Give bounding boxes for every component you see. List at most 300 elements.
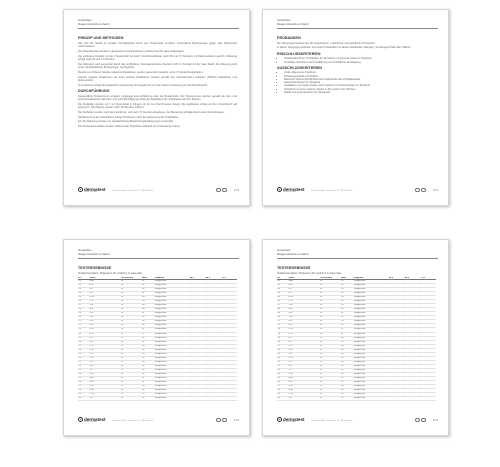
table-cell: - [189,340,205,344]
table-cell: 26 [341,352,354,356]
table-cell: 10 [277,316,288,320]
table-cell: w [121,332,142,336]
page-header [78,19,110,27]
table-cell: hautgesund [353,360,388,364]
table-cell: - [221,279,237,283]
table-cell: V.C. [288,360,320,364]
table-cell: I.N. [288,352,320,356]
footer-address: Dermatest GmbH · Engelstraße 37 · 48143 Münster [112,419,154,422]
certification-seal-icon [216,188,221,193]
page-content [277,34,436,96]
table-cell: U.P. [288,344,320,348]
results-table [78,277,237,402]
table-cell: - [205,332,221,336]
table-cell: - [221,300,237,304]
table-cell: - [420,300,436,304]
page-number: 4 / 5 [233,418,239,422]
table-cell: hautgesund [154,336,189,340]
table-cell: - [388,385,404,389]
table-cell: R.H. [89,385,121,389]
table-cell: 25 [78,377,89,381]
table-cell: - [404,393,420,397]
table-cell: m [320,316,341,320]
table-cell: m [320,389,341,393]
table-cell: w [320,385,341,389]
table-cell: - [189,300,205,304]
column-header: Diagnose [154,277,189,280]
table-cell: - [189,368,205,372]
header-line-2: Dagenmicatoik et Zauht [277,251,309,256]
table-cell: - [205,296,221,300]
table-cell: - [404,368,420,372]
table-cell: 04 [78,292,89,296]
table-cell: V.C. [89,360,121,364]
table-cell: hautgesund [154,287,189,291]
table-cell: 27 [78,385,89,389]
table-cell: - [404,316,420,320]
paragraph: Die Studienkennzahlen werden während der Testphase während der Anwendung erfasst. [78,125,181,129]
dermatest-logo-icon [277,187,282,192]
table-cell: O.D. [89,356,121,360]
table-cell: - [420,283,436,287]
dermatest-logo-icon [78,187,83,192]
table-cell: 31 [341,340,354,344]
table-cell: 03 [277,287,288,291]
section-heading: TESTERGEBNISSE [277,266,311,270]
table-cell: - [388,389,404,393]
header-line-1: Gutachten [277,248,291,252]
table-cell: - [189,279,205,283]
table-cell: 24 [142,300,155,304]
table-cell: - [420,279,436,283]
table-cell: - [420,292,436,296]
table-cell: Z.M. [288,372,320,376]
brand-subtitle: Research Institute [84,422,97,423]
table-cell: 09 [277,312,288,316]
header-line-2: Dagenmicatoik et Zauht [78,21,110,26]
header-divider [277,28,438,29]
table-cell: 32 [142,279,155,283]
table-cell: hautgesund [154,300,189,304]
table-cell: B.K. [288,283,320,287]
table-cell: 06 [277,300,288,304]
table-cell: 57 [341,381,354,385]
page-header [78,249,110,257]
table-cell: 01 [78,279,89,283]
table-cell: - [388,348,404,352]
table-cell: - [205,316,221,320]
table-cell: 03 [78,287,89,291]
table-cell: w [320,279,341,283]
table-cell: - [189,377,205,381]
table-cell: w [320,312,341,316]
table-cell: hautgesund [154,304,189,308]
table-cell: 05 [277,296,288,300]
table-cell: - [404,397,420,401]
table-cell: 27 [341,332,354,336]
table-cell: hautgesund [353,393,388,397]
table-cell: - [205,393,221,397]
table-cell: 30 [341,372,354,376]
certification-seal-icon [415,418,420,423]
table-cell: P.R. [288,312,320,316]
table-cell: - [420,377,436,381]
table-cell: - [205,336,221,340]
table-cell: w [320,372,341,376]
column-header: Nr. [78,277,89,280]
table-cell: - [404,385,420,389]
table-cell: 21 [78,360,89,364]
table-cell: - [388,308,404,312]
column-header: Geschlecht [320,277,341,280]
table-cell: - [404,283,420,287]
table-cell: - [205,397,221,401]
table-cell: - [221,308,237,312]
page-header [277,19,309,27]
table-cell: 27 [142,332,155,336]
section-heading: TESTERGEBNISSE [78,266,112,270]
table-cell: 44 [142,360,155,364]
table-cell: 52 [341,397,354,401]
table-cell: m [121,352,142,356]
table-cell: m [121,283,142,287]
table-cell: 25 [341,393,354,397]
table-cell: 22 [78,364,89,368]
table-cell: S.K. [288,381,320,385]
table-cell: hautgesund [154,316,189,320]
header-divider [78,28,239,29]
table-cell: - [221,372,237,376]
header-line-1: Gutachten [78,18,92,22]
table-cell: w [121,348,142,352]
table-cell: hautgesund [154,385,189,389]
table-cell: w [121,308,142,312]
table-cell: hautgesund [353,328,388,332]
table-cell: - [388,397,404,401]
table-cell: - [189,316,205,320]
table-cell: C.W. [288,393,320,397]
table-cell: - [404,312,420,316]
table-cell: - [221,385,237,389]
table-cell: 62 [341,368,354,372]
page-number: 3 / 4 [432,188,438,192]
table-cell: - [189,381,205,385]
table-cell: 24 [341,300,354,304]
brand-name: dermatest [84,187,106,192]
table-cell: - [205,320,221,324]
table-cell: C.W. [89,393,121,397]
table-cell: 55 [142,320,155,324]
dermatest-logo-icon [78,417,83,422]
table-row [277,397,436,401]
table-cell: 28 [142,287,155,291]
table-cell: 20 [277,356,288,360]
table-cell: C.F. [288,300,320,304]
table-cell: w [320,381,341,385]
table-cell: - [221,389,237,393]
table-cell: hautgesund [353,381,388,385]
table-cell: w [320,320,341,324]
list-item: • Schwangerschaft und Stillzeit [284,75,436,78]
table-cell: hautgesund [353,324,388,328]
paragraph: Die Bewertung der Testreaktion erfolgt 30 Minuten nach der Entfernung der Testpflaster. [78,115,179,119]
list-item: • Teilnahme an einer anderen Studie in den letzten vier Wochen [284,88,436,91]
paragraph: Die Testgruppe bestand aus 30 erwachsenen, männlichen und weiblichen Probanden. [277,41,376,45]
table-cell: - [420,352,436,356]
table-cell: - [420,368,436,372]
table-cell: - [388,381,404,385]
table-cell: 07 [277,304,288,308]
table-cell: w [121,372,142,376]
table-cell: D.G. [89,328,121,332]
table-cell: hautgesund [154,283,189,287]
table-cell: - [205,377,221,381]
table-cell: K.V. [89,340,121,344]
table-cell: m [121,340,142,344]
table-cell: - [420,304,436,308]
table-cell: - [404,360,420,364]
page-footer [78,417,239,426]
paragraph: Die Okklusion wird verwendet damit das verbliebene Testmaterial keine Stunden nicht in Kontakt mit der Haut bleibt. Die Ablesung wird unter standardisierten Bedingungen durchgeführt. [78,62,237,69]
table-cell: - [420,316,436,320]
column-header: 72 h [420,277,436,280]
table-cell: 08 [78,308,89,312]
column-header: Alter [341,277,354,280]
table-cell: m [320,352,341,356]
page-content [78,264,237,401]
table-cell: - [221,393,237,397]
table-cell: - [221,316,237,320]
table-cell: w [320,368,341,372]
table-cell: - [388,287,404,291]
table-cell: 60 [142,304,155,308]
table-cell: - [404,300,420,304]
header-divider [277,258,438,259]
table-cell: 36 [341,324,354,328]
table-cell: T.B. [89,316,121,320]
table-cell: - [404,356,420,360]
table-cell: w [320,324,341,328]
accreditation-seal-icon [421,188,426,193]
table-cell: - [388,316,404,320]
table-cell: D.G. [288,328,320,332]
table-cell: 39 [341,296,354,300]
table-cell: - [221,320,237,324]
table-cell: w [121,300,142,304]
table-cell: - [189,352,205,356]
table-cell: 51 [142,292,155,296]
table-cell: m [121,328,142,332]
table-cell: m [320,304,341,308]
test-concentration: Testkonzentration: Präparat 0,1% verdünnt in Aqua dest. [78,271,143,275]
table-cell: - [205,300,221,304]
table-cell: S.K. [89,381,121,385]
table-cell: hautgesund [353,279,388,283]
table-cell: - [388,320,404,324]
footer-address: Dermatest GmbH · Engelstraße 37 · 48143 Münster [311,419,353,422]
table-cell: - [404,328,420,332]
table-cell: - [205,312,221,316]
table-cell: hautgesund [353,336,388,340]
table-cell: H.W. [89,296,121,300]
table-cell: w [121,360,142,364]
table-cell: S.L. [89,287,121,291]
table-cell: - [420,372,436,376]
table-cell: - [205,340,221,344]
table-cell: - [221,364,237,368]
table-cell: m [320,296,341,300]
header-line-1: Gutachten [277,18,291,22]
test-concentration: Testkonzentration: Präparat 0,1% verdünnt in Aqua dest. [277,271,342,275]
table-cell: 28 [341,287,354,291]
list-item: • Hauterkrankungen im Testareal [284,81,436,84]
table-cell: 28 [78,389,89,393]
table-cell: 26 [78,381,89,385]
table-cell: L.H. [89,324,121,328]
table-cell: - [388,393,404,397]
table-cell: 02 [277,283,288,287]
table-cell: - [205,308,221,312]
table-cell: - [205,360,221,364]
table-cell: - [205,287,221,291]
table-cell: m [320,283,341,287]
table-cell: w [121,324,142,328]
brand-subtitle: Research Institute [84,192,97,193]
table-cell: F.Z. [288,336,320,340]
table-cell: 29 [142,316,155,320]
table-cell: 11 [78,320,89,324]
table-cell: 35 [142,364,155,368]
table-cell: w [121,356,142,360]
table-cell: Y.L. [89,368,121,372]
table-cell: - [420,308,436,312]
table-cell: hautgesund [154,352,189,356]
page-number: 5 / 5 [432,418,438,422]
table-cell: w [121,344,142,348]
table-cell: H.A. [89,389,121,393]
bullet-list [284,71,436,94]
table-cell: M.B. [288,377,320,381]
table-cell: hautgesund [353,377,388,381]
table-cell: - [189,385,205,389]
table-cell: 25 [277,377,288,381]
section-heading: EINSCHLUSSKRITERIEN [277,51,321,56]
table-cell: - [205,304,221,308]
list-item: • Starke Sonnenexposition des Testareals [284,91,436,94]
table-cell: 25 [142,393,155,397]
table-cell: - [420,344,436,348]
bullet-list [284,57,436,64]
table-cell: E.K. [288,320,320,324]
table-cell: - [189,287,205,291]
table-cell: 12 [78,324,89,328]
table-cell: 17 [277,344,288,348]
table-cell: hautgesund [353,332,388,336]
table-cell: 55 [341,320,354,324]
table-cell: - [221,328,237,332]
table-cell: 29 [78,393,89,397]
list-item: • Studienteilnehmer: Probanden ab 18 Jahren mit gesunder Haut im Testareal [284,57,436,60]
table-cell: 12 [277,324,288,328]
table-cell: w [320,344,341,348]
brand-name: dermatest [283,417,305,422]
table-cell: - [189,348,205,352]
table-cell: m [121,389,142,393]
table-cell: J.F. [89,397,121,401]
header-line-2: Dagenmicatoik et Zauht [277,21,309,26]
table-cell: I.N. [89,352,121,356]
table-cell: - [205,364,221,368]
table-cell: 57 [142,381,155,385]
table-cell: 35 [341,364,354,368]
table-cell: 49 [341,344,354,348]
table-cell: - [221,360,237,364]
table-cell: 34 [142,385,155,389]
table-cell: - [189,372,205,376]
table-cell: w [320,397,341,401]
table-cell: - [221,283,237,287]
accreditation-seal-icon [222,188,227,193]
table-cell: hautgesund [353,364,388,368]
table-cell: w [320,287,341,291]
table-cell: - [388,312,404,316]
paragraph: Das Ziel der Studie ist primäre Verträglichkeit durch den Testprodukt ermitteln. Kontrollierte Bedingungen gegen das Testprodukt nachzuweisen. [78,41,237,48]
table-cell: 13 [78,328,89,332]
document-page-4 [262,239,449,436]
table-cell: - [404,304,420,308]
table-cell: H.A. [288,389,320,393]
table-cell: 16 [277,340,288,344]
table-cell: A.S. [288,308,320,312]
table-cell: - [205,372,221,376]
table-cell: - [189,328,205,332]
table-cell: 26 [142,352,155,356]
table-cell: 29 [277,393,288,397]
table-cell: hautgesund [154,320,189,324]
table-cell: hautgesund [353,397,388,401]
table-cell: - [404,364,420,368]
table-cell: 10 [78,316,89,320]
table-cell: - [420,356,436,360]
table-cell: - [221,352,237,356]
table-cell: w [121,368,142,372]
page-content [78,34,237,130]
table-cell: W.J. [288,364,320,368]
table-cell: m [121,377,142,381]
table-cell: - [205,344,221,348]
table-cell: - [404,344,420,348]
table-cell: - [420,393,436,397]
list-item: • Freiwillige Teilnahme nach Aufklärung und schriftlicher Einwilligung [284,61,436,64]
header-line-2: Dagenmicatoik et Zauht [78,251,110,256]
brand-name: dermatest [283,187,305,192]
table-cell: - [221,368,237,372]
table-cell: m [320,340,341,344]
results-table [277,277,436,402]
table-cell: - [189,296,205,300]
table-cell: m [320,328,341,332]
table-cell: 42 [341,328,354,332]
table-cell: - [404,296,420,300]
table-cell: R.H. [288,385,320,389]
paragraph: Im Anschluss erfolgt die statistische Auswertung der Ergebnisse und die Zusammenfassung im Abschlussbericht. [78,83,208,87]
table-cell: 53 [142,356,155,360]
header-line-1: Gutachten [78,248,92,252]
table-cell: - [388,328,404,332]
table-cell: 34 [341,385,354,389]
table-cell: - [205,283,221,287]
table-cell: - [221,312,237,316]
